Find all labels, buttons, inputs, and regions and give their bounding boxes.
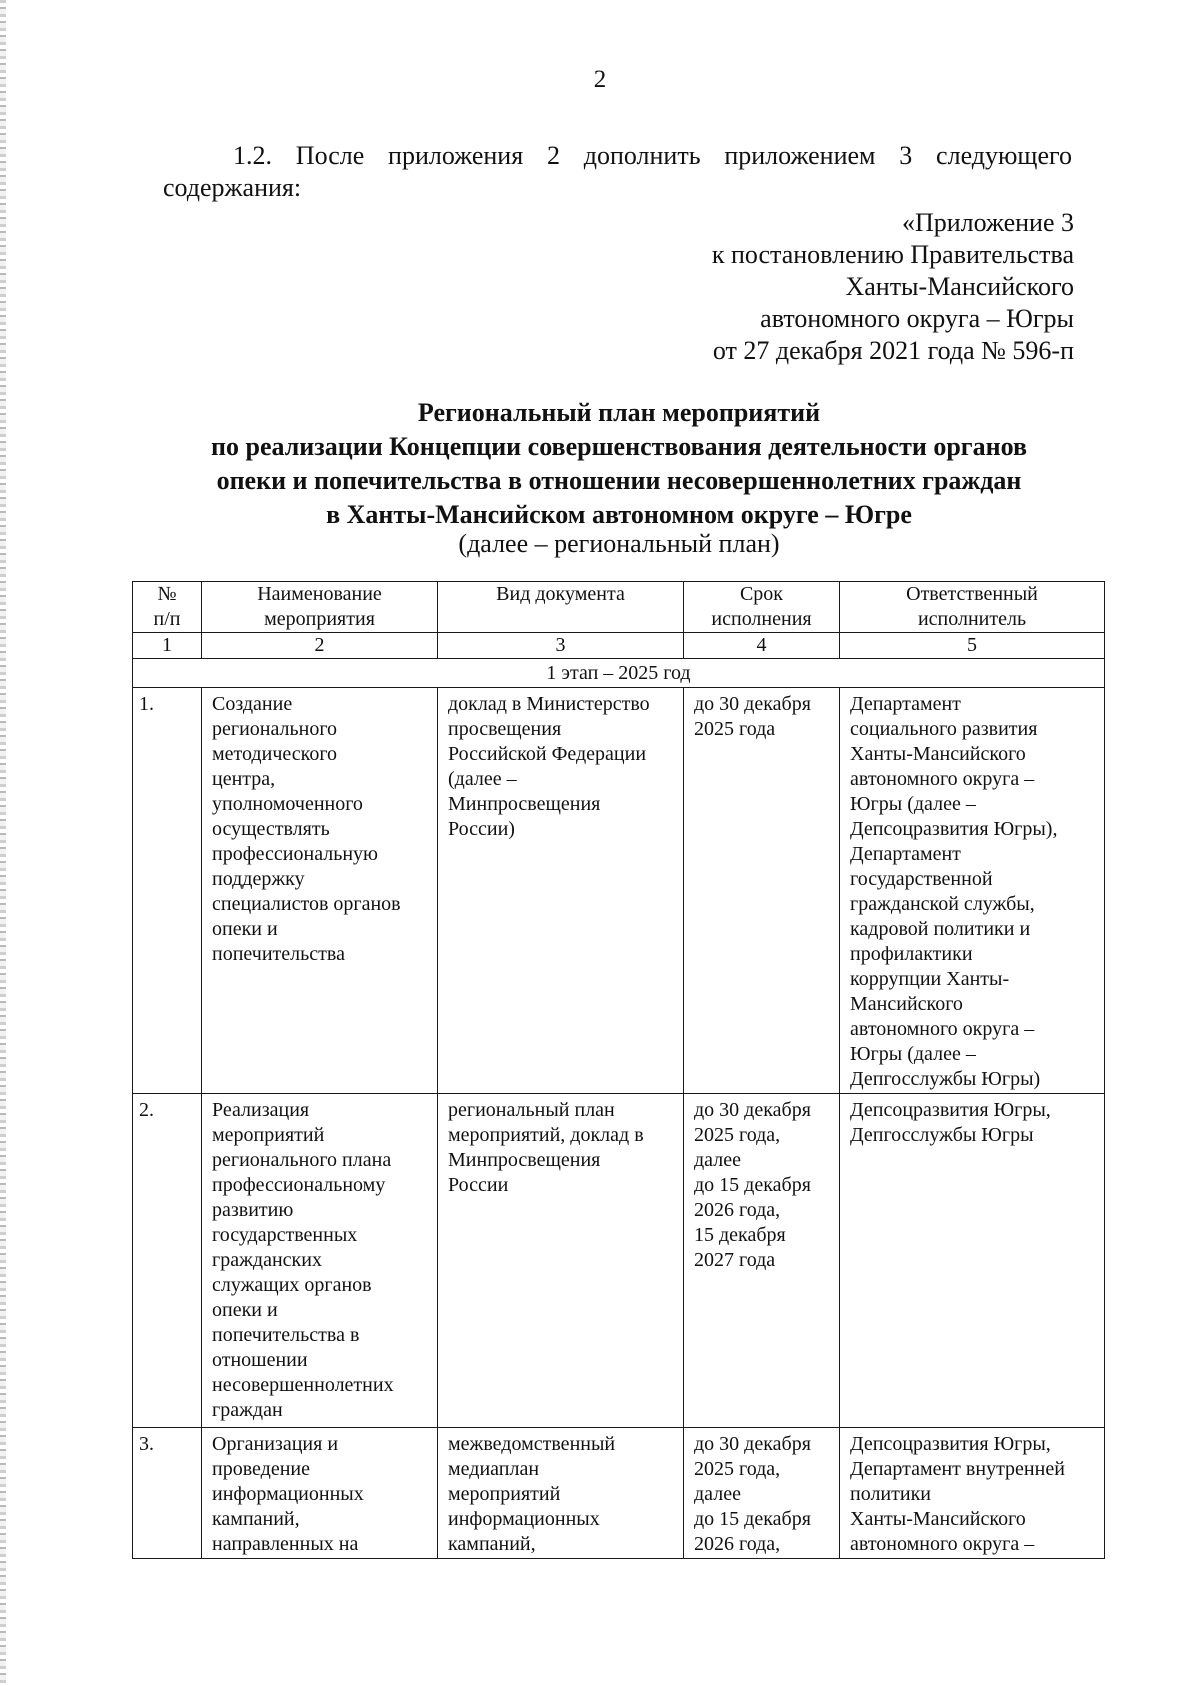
plan-title-line: опеки и попечительства в отношении несовершеннолетних граждан — [216, 466, 1022, 495]
column-number: 2 — [202, 633, 438, 659]
column-number: 1 — [133, 633, 202, 659]
appendix-header — [712, 207, 1074, 367]
row-deadline: до 30 декабря 2025 года — [684, 688, 840, 1094]
header-document: Вид документа — [438, 582, 684, 633]
plan-subtitle: (далее – региональный план) — [458, 529, 780, 558]
row-name: Организация и проведение информационных кампаний, направленных на — [202, 1428, 438, 1559]
row-responsible: Депсоцразвития Югры, Департамент внутренней политики Ханты-Мансийского автономного округа – — [840, 1428, 1105, 1559]
appendix-line: к постановлению Правительства — [711, 240, 1074, 269]
row-document: доклад в Министерство просвещения Российской Федерации (далее – Минпросвещения России) — [438, 688, 684, 1094]
header-deadline: Срок исполнения — [684, 582, 840, 633]
row-deadline: до 30 декабря 2025 года, далее до 15 декабря 2026 года, 15 декабря 2027 года — [684, 1094, 840, 1428]
table-row — [133, 688, 1105, 1094]
plan-title-line: по реализации Концепции совершенствования деятельности органов — [211, 432, 1027, 461]
row-number: 1. — [133, 688, 202, 1094]
row-name: Создание регионального методического центра, уполномоченного осуществлять профессиональную поддержку специалистов органов опеки и попечительства — [202, 688, 438, 1094]
header-name: Наименование мероприятия — [202, 582, 438, 633]
table-row — [133, 1094, 1105, 1428]
plan-title-line: в Ханты-Мансийском автономном округе – Югре — [326, 500, 912, 529]
column-numbers-row — [133, 633, 1105, 659]
row-deadline: до 30 декабря 2025 года, далее до 15 декабря 2026 года, — [684, 1428, 840, 1559]
appendix-line: Ханты-Мансийского — [845, 272, 1074, 301]
row-document: региональный план мероприятий, доклад в Минпросвещения России — [438, 1094, 684, 1428]
plan-title-line: Региональный план мероприятий — [417, 398, 821, 427]
appendix-line: автономного округа – Югры — [760, 304, 1074, 333]
row-number: 3. — [133, 1428, 202, 1559]
column-number: 4 — [684, 633, 840, 659]
column-number: 5 — [840, 633, 1105, 659]
page-number: 2 — [593, 66, 607, 93]
table-row — [133, 1428, 1105, 1559]
row-responsible: Депсоцразвития Югры, Депгосслужбы Югры — [840, 1094, 1105, 1428]
row-responsible: Департамент социального развития Ханты-Мансийского автономного округа – Югры (далее – Депсоцразвития Югры), Департамент государственной гражданской службы, кадровой политики и профилактики коррупции Ханты- Мансийского автономного округа – Югры (далее – Депгосслужбы Югры) — [840, 688, 1105, 1094]
intro-line-1: 1.2. После приложения 2 дополнить приложением 3 следующего — [233, 141, 1072, 170]
row-number: 2. — [133, 1094, 202, 1428]
intro-line-2: содержания: — [163, 173, 302, 202]
stage-label: 1 этап – 2025 год — [133, 659, 1105, 688]
header-number: № п/п — [133, 582, 202, 633]
row-document: межведомственный медиаплан мероприятий информационных кампаний, — [438, 1428, 684, 1559]
stage-row — [133, 659, 1105, 688]
scan-edge-artifact — [0, 0, 6, 1686]
appendix-line: от 27 декабря 2021 года № 596-п — [712, 336, 1074, 365]
appendix-line: «Приложение 3 — [901, 208, 1074, 237]
plan-title — [0, 396, 1200, 532]
header-responsible: Ответственный исполнитель — [840, 582, 1105, 633]
plan-table — [132, 581, 1105, 1559]
table-header-row — [133, 582, 1105, 633]
intro-paragraph — [163, 140, 1072, 204]
column-number: 3 — [438, 633, 684, 659]
row-name: Реализация мероприятий регионального плана профессиональному развитию государственных гражданских служащих органов опеки и попечительства в отношении несовершеннолетних граждан — [202, 1094, 438, 1428]
